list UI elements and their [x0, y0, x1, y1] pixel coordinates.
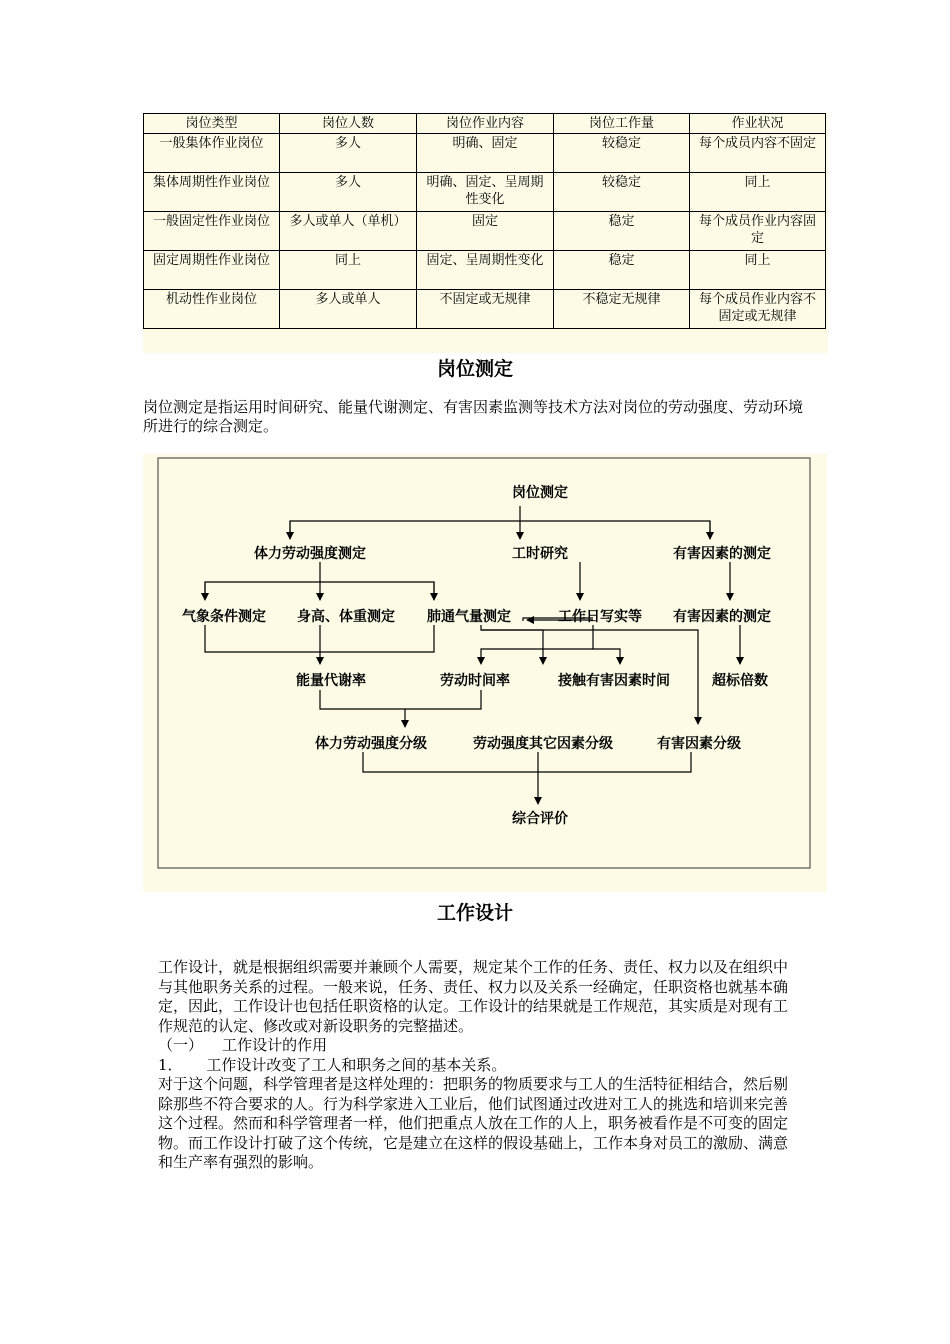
table-cell: 机动性作业岗位 — [144, 290, 280, 329]
table-header-cell: 作业状况 — [690, 114, 826, 134]
table-cell: 固定、呈周期性变化 — [417, 251, 554, 290]
table-cell: 固定周期性作业岗位 — [144, 251, 280, 290]
table-row — [144, 173, 826, 212]
table-cell: 多人 — [280, 134, 417, 173]
node-level3: 能量代谢率 — [296, 673, 366, 689]
table-cell: 一般集体作业岗位 — [144, 134, 280, 173]
table-header-cell: 岗位工作量 — [554, 114, 690, 134]
table-cell: 多人 — [280, 173, 417, 212]
table-header-row — [144, 114, 826, 134]
table-cell: 每个成员内容不固定 — [690, 134, 826, 173]
table-cell: 不稳定无规律 — [554, 290, 690, 329]
node-level2: 肺通气量测定 — [427, 609, 511, 625]
node-final: 综合评价 — [512, 811, 568, 827]
diagram-frame — [158, 458, 810, 868]
table-cell: 明确、固定、呈周期性变化 — [417, 173, 554, 212]
subheading: （一） 工作设计的作用 — [158, 1036, 328, 1054]
table-row — [144, 290, 826, 329]
node-level3: 接触有害因素时间 — [558, 673, 670, 689]
table-cell: 明确、固定 — [417, 134, 554, 173]
table-header-cell: 岗位类型 — [144, 114, 280, 134]
table-cell: 一般固定性作业岗位 — [144, 212, 280, 251]
table-cell: 每个成员作业内容固定 — [690, 212, 826, 251]
section-paragraph: 岗位测定是指运用时间研究、能量代谢测定、有害因素监测等技术方法对岗位的劳动强度、劳动环境所进行的综合测定。 — [143, 398, 804, 435]
table-cell: 稳定 — [554, 212, 690, 251]
diagram-canvas — [143, 454, 827, 892]
table-cell: 集体周期性作业岗位 — [144, 173, 280, 212]
table-cell: 较稳定 — [554, 134, 690, 173]
table-cell: 同上 — [690, 251, 826, 290]
node-level4: 劳动强度其它因素分级 — [473, 736, 613, 752]
node-level4: 体力劳动强度分级 — [315, 736, 427, 752]
node-level4: 有害因素分级 — [657, 736, 741, 752]
job-measurement-diagram — [143, 454, 827, 892]
node-level1: 体力劳动强度测定 — [254, 546, 366, 562]
table-cell: 稳定 — [554, 251, 690, 290]
table-row — [144, 212, 826, 251]
numbered-point: 1． 工作设计改变了工人和职务之间的基本关系。 — [158, 1055, 507, 1074]
node-level3: 劳动时间率 — [440, 673, 510, 689]
section-body — [158, 958, 794, 1173]
table-cell: 不固定或无规律 — [417, 290, 554, 329]
section-paragraph: 工作设计，就是根据组织需要并兼顾个人需要，规定某个工作的任务、责任、权力以及在组织中与其他职务关系的过程。一般来说，任务、责任、权力以及关系一经确定，任职资格也就基本确定，因此，工作设计也包括任职资格的认定。工作设计的结果就是工作规范，其实质是对现有工作规范的认定、修改或对新设职务的完整描述。 — [158, 958, 789, 1035]
table-cell: 较稳定 — [554, 173, 690, 212]
table-cell: 固定 — [417, 212, 554, 251]
section-title: 岗位测定 — [436, 358, 513, 380]
table-row — [144, 134, 826, 173]
table-header-cell: 岗位作业内容 — [417, 114, 554, 134]
node-level1: 有害因素的测定 — [673, 546, 771, 562]
job-type-table — [143, 113, 826, 329]
table-cell: 同上 — [280, 251, 417, 290]
node-level1: 工时研究 — [512, 546, 568, 562]
section-paragraph: 对于这个问题，科学管理者是这样处理的：把职务的物质要求与工人的生活特征相结合，然后剔除那些不符合要求的人。行为科学家进入工业后，他们试图通过改进对工人的挑选和培训来完善这个过程。然而和科学管理者一样，他们把重点人放在工作的人上，职务被看作是不可变的固定物。而工作设计打破了这个传统，它是建立在这样的假设基础上，工作本身对员工的激励、满意和生产率有强烈的影响。 — [158, 1075, 789, 1171]
table-cell: 同上 — [690, 173, 826, 212]
job-type-table-container — [143, 113, 828, 353]
table-cell: 每个成员作业内容不固定或无规律 — [690, 290, 826, 329]
node-root: 岗位测定 — [512, 485, 568, 501]
node-level2: 有害因素的测定 — [673, 609, 771, 625]
section-title: 工作设计 — [436, 902, 513, 924]
table-header-cell: 岗位人数 — [280, 114, 417, 134]
node-level2: 工作日写实等 — [558, 609, 642, 625]
table-cell: 多人或单人（单机） — [280, 212, 417, 251]
node-level2: 气象条件测定 — [182, 609, 266, 625]
table-cell: 多人或单人 — [280, 290, 417, 329]
node-level2: 身高、体重测定 — [297, 609, 395, 625]
node-level3: 超标倍数 — [712, 673, 768, 689]
table-row — [144, 251, 826, 290]
